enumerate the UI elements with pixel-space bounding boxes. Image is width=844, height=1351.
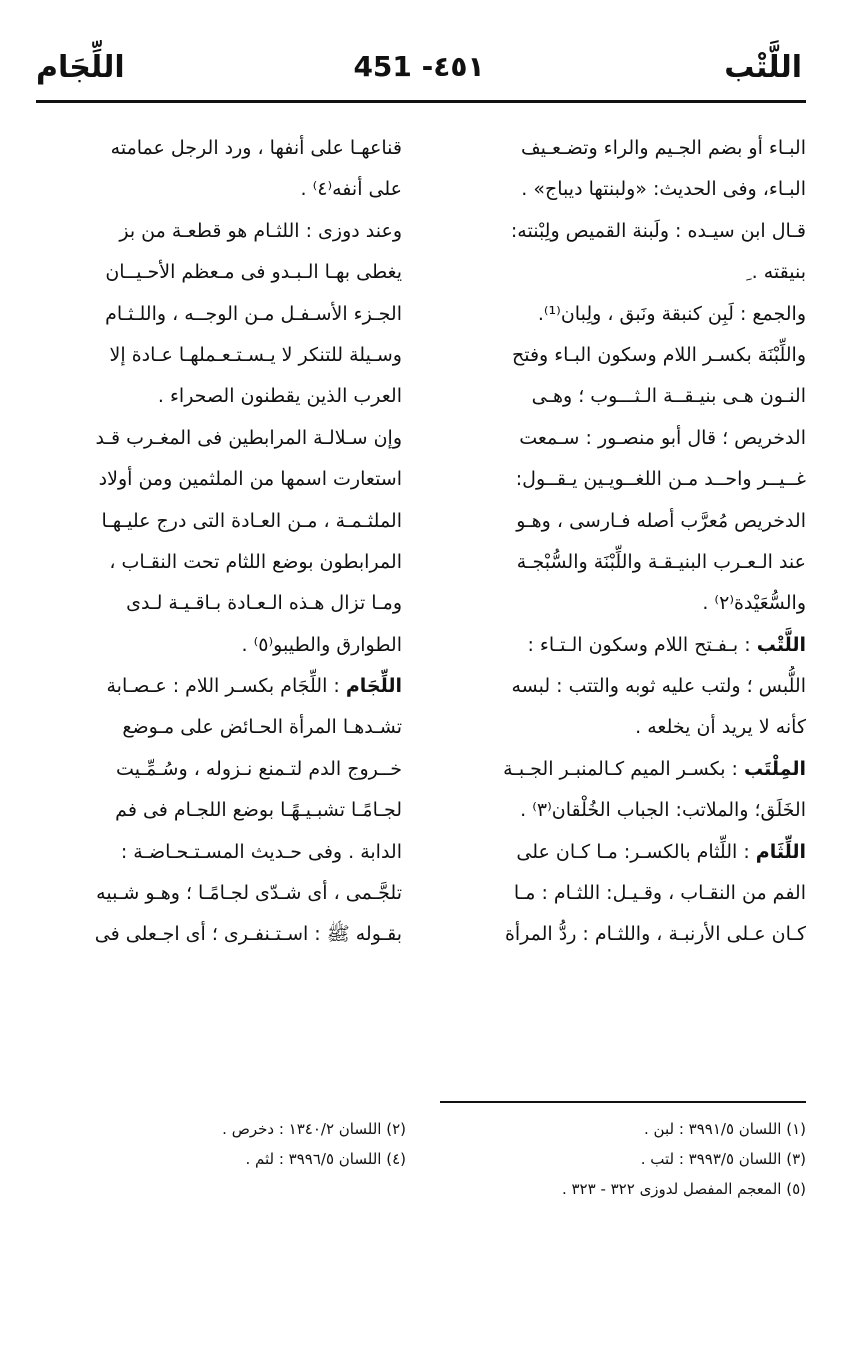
text-line: كـان عـلى الأرنبـة ، واللثـام : ردُّ المرأة <box>504 923 806 946</box>
footnote-rule <box>440 1101 806 1103</box>
entry-headword: اللَّتْب <box>756 633 806 656</box>
footnote: (٣) اللسان ٣٩٩٣/٥ : لتب . <box>640 1150 806 1168</box>
footnote: (٤) اللسان ٣٩٩٦/٥ : لثم . <box>245 1150 406 1168</box>
text-line: والجمع : لَبِن كنبقة ونَبق ، ولِبان⁽¹⁾. <box>537 302 806 325</box>
text-line <box>440 832 806 873</box>
text-line: العرب الذين يقطنون الصحراء . <box>157 385 402 408</box>
footnotes <box>36 1114 806 1204</box>
page-header <box>36 50 802 94</box>
text-line: ومـا تزال هـذه الـعـادة بـاقـيـة لـدى <box>126 592 402 615</box>
text-line: المرابطون بوضع اللثام تحت النقـاب ، <box>109 550 402 573</box>
text-line: قـال ابن سيـده : ولَبنة القميص ولِبْنته: <box>510 219 806 242</box>
text-line: تشـدهـا المرأة الحـائض على مـوضع <box>122 716 402 739</box>
text-line: خــروج الدم لتـمنع نـزوله ، وسُـمِّـيت <box>116 757 402 780</box>
header-last-entry: اللِّجَام <box>36 50 125 85</box>
footnote: (٥) المعجم المفصل لدوزى ٣٢٢ - ٣٢٣ . <box>561 1180 806 1198</box>
entry-text: : اللِّثام بالكسـر: مـا كـان على <box>516 840 756 863</box>
text-line <box>440 749 806 790</box>
text-line: البـاء، وفى الحديث: «ولبنتها ديباج» . <box>521 178 806 201</box>
entry-text: : بكسـر الميم كـالمنبـر الجـبـة <box>503 757 744 780</box>
text-line: اللُّبس ؛ ولتب عليه ثوبه والتتب : لبسه <box>511 675 806 698</box>
footnote-row <box>36 1174 806 1204</box>
page-number: 451 -٤٥١ <box>353 50 485 83</box>
entry-headword: اللِّجَام <box>345 675 402 698</box>
footnote-row <box>36 1144 806 1174</box>
text-line: تلجَّـمى ، أى شـدّى لجـامًـا ؛ وهـو شـبيه <box>96 882 402 905</box>
text-line: عند الـعـرب البنيـقـة واللِّبْنَة والسُّبْجـة <box>516 550 806 573</box>
text-line: وسـيلة للتنكر لا يـسـتـعـملهـا عـادة إلا <box>109 343 402 366</box>
entry-headword: اللِّثَام <box>755 840 806 863</box>
text-line: لجـامًـا تشبـيـهًـا بوضع اللجـام فى فم <box>115 799 402 822</box>
text-line: الملثـمـة ، مـن العـادة التى درج عليـهـا <box>101 509 402 532</box>
text-line: الطوارق والطيبو⁽٥⁾ . <box>241 633 402 656</box>
text-line: على أنفه⁽٤⁾ . <box>300 178 402 201</box>
text-line: الخَلَق؛ والملاتب: الجباب الخُلْقان⁽٣⁾ . <box>520 799 806 822</box>
text-line: البـاء أو بضم الجـيم والراء وتضـعـيف <box>520 137 806 159</box>
header-rule <box>36 100 806 103</box>
text-line: النـون هـى بنيـقــة الـثـــوب ؛ وهـى <box>531 385 806 408</box>
left-text-column <box>36 128 402 1098</box>
text-line: غــيــر واحــد مـن اللغــويـين يـقــول: <box>515 468 806 491</box>
text-line: وإن سـلالـة المرابطين فى المغـرب قـد <box>95 426 402 449</box>
footnote: (١) اللسان ٣٩٩١/٥ : لبن . <box>644 1120 806 1138</box>
entry-text: : اللِّجَام بكسـر اللام : عـصـابة <box>106 675 346 698</box>
text-line: الدخريص مُعرَّب أصله فـارسى ، وهـو <box>516 509 806 532</box>
text-line: قناعهـا على أنفها ، ورد الرجل عمامته <box>110 137 402 159</box>
entry-headword: المِلْتَب <box>743 757 806 780</box>
text-line: بنيقته . ِ <box>746 261 806 284</box>
text-line: وعند دوزى : اللثـام هو قطعـة من بز <box>119 219 402 242</box>
text-line: بقـوله ﷺ : اسـتـنفـرى ؛ أى اجـعلى فى <box>94 923 402 946</box>
text-line: يغطى بهـا الـبـدو فى مـعظم الأحـيــان <box>105 261 402 284</box>
text-line: الجـزء الأسـفـل مـن الوجــه ، واللـثـام <box>105 302 402 325</box>
right-text-column <box>440 128 806 1098</box>
text-line: استعارت اسمها من الملثمين ومن أولاد <box>98 468 402 491</box>
text-line: الفم من النقـاب ، وقـيـل: اللثـام : مـا <box>513 882 806 905</box>
text-line: الدابة . وفى حـديث المسـتـحـاضـة : <box>120 840 402 863</box>
entry-text: : بـفـتح اللام وسكون الـتـاء : <box>527 633 757 656</box>
text-line: والسُّعَيْدة⁽٢⁾ . <box>702 592 806 615</box>
text-line <box>440 625 806 666</box>
text-line: الدخريص ؛ قال أبو منصـور : سـمعت <box>519 426 806 449</box>
text-line <box>36 666 402 707</box>
text-line: واللِّبْنَة بكسـر اللام وسكون البـاء وفتح <box>511 343 806 366</box>
text-line: كأنه لا يريد أن يخلعه . <box>635 716 806 739</box>
footnote-row <box>36 1114 806 1144</box>
header-first-entry: اللَّتْب <box>724 50 802 85</box>
footnote: (٢) اللسان ١٣٤٠/٢ : دخرص . <box>222 1120 406 1138</box>
